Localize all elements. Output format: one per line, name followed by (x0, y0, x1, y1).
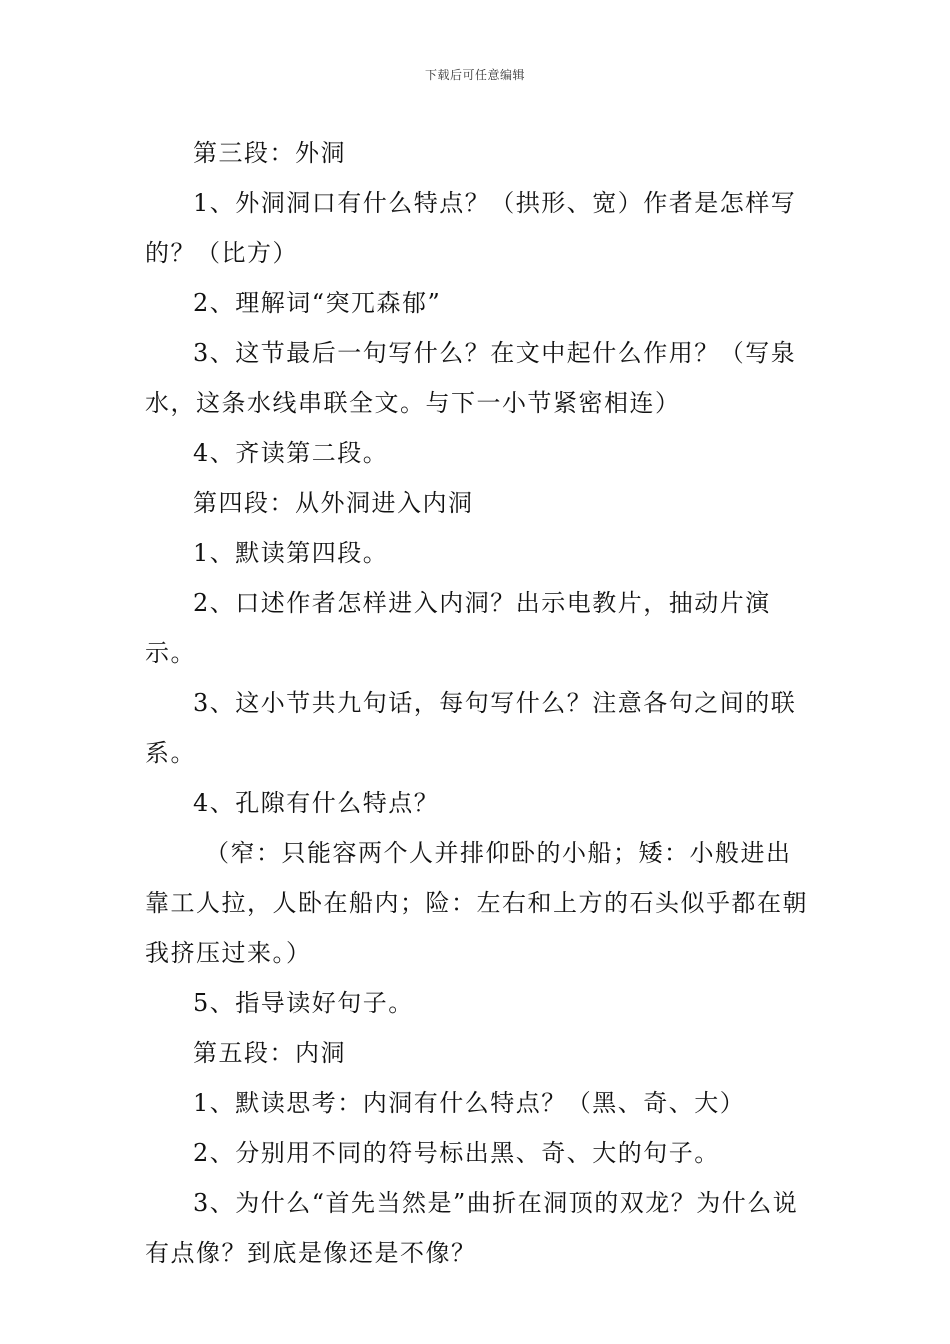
paragraph: 3、为什么“首先当然是”曲折在洞顶的双龙？为什么说有点像？到底是像还是不像？ (145, 1189, 799, 1267)
section-heading-5: 第五段：内洞 (193, 1039, 346, 1067)
paragraph: 4、齐读第二段。 (193, 439, 389, 467)
header-note: 下载后可任意编辑 (424, 68, 525, 82)
paragraph: 3、这节最后一句写什么？在文中起什么作用？（写泉水，这条水线串联全文。与下一小节紧密相连） (145, 339, 797, 417)
document-body (145, 128, 813, 1278)
section-heading-3: 第三段：外洞 (193, 139, 346, 167)
paragraph: 1、默读第四段。 (193, 539, 389, 567)
paragraph: 2、分别用不同的符号标出黑、奇、大的句子。 (193, 1139, 720, 1167)
paragraph: 3、这小节共九句话，每句写什么？注意各句之间的联系。 (145, 689, 797, 767)
paragraph: 4、孔隙有什么特点？ (193, 789, 440, 817)
paragraph-annotation: （窄：只能容两个人并排仰卧的小船；矮：小般进出靠工人拉，人卧在船内；险：左右和上方的石头似乎都在朝我挤压过来。） (145, 839, 808, 967)
section-heading-4: 第四段：从外洞进入内洞 (193, 489, 474, 517)
paragraph: 2、口述作者怎样进入内洞？出示电教片，抽动片演示。 (145, 589, 771, 667)
paragraph: 1、默读思考：内洞有什么特点？（黑、奇、大） (193, 1089, 746, 1117)
paragraph: 1、外洞洞口有什么特点？（拱形、宽）作者是怎样写的？（比方） (145, 189, 797, 267)
paragraph: 2、理解词“突兀森郁” (193, 289, 442, 317)
paragraph: 5、指导读好句子。 (193, 989, 414, 1017)
